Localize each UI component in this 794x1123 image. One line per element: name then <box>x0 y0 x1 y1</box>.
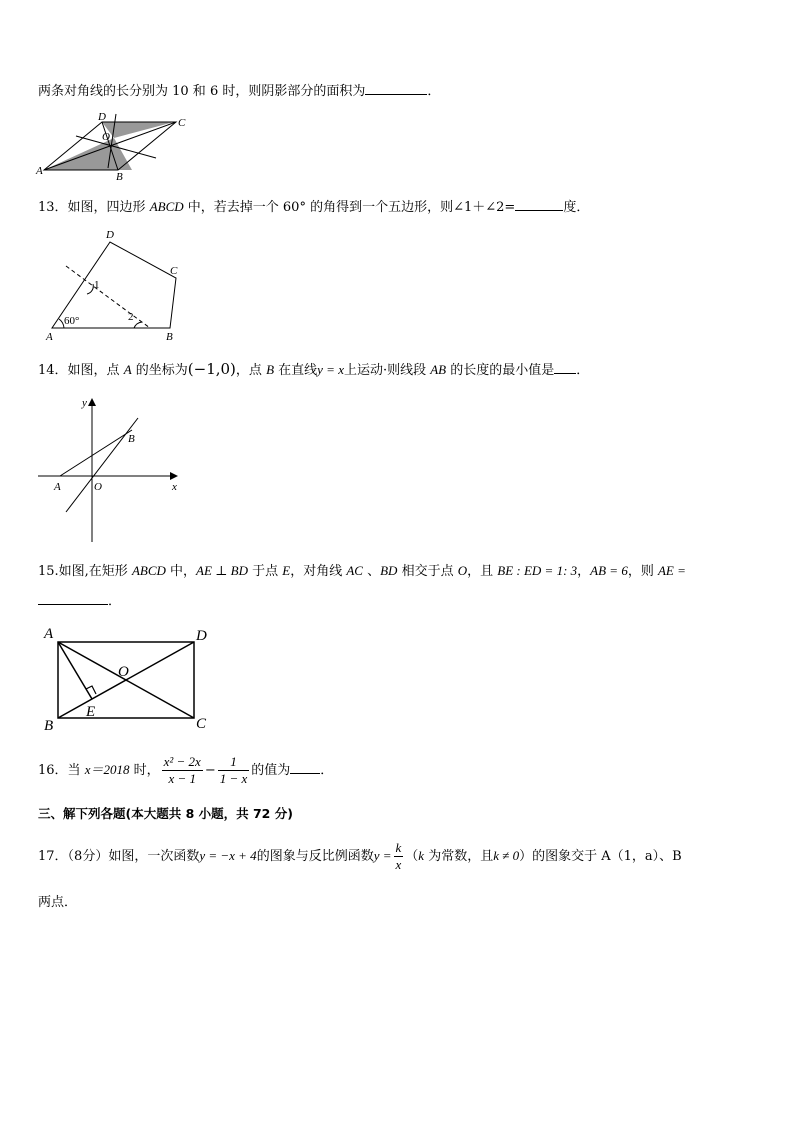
q12-label-b: B <box>116 171 123 183</box>
q16-text: 16．当 x＝2018 时， $\frac{\text{x² − 2x}}{x - 1}$ − $\frac{1}{1 - x}$ 的值为 ． <box>38 754 334 786</box>
q13-quadrilateral-figure <box>44 228 194 348</box>
q12-text: 两条对角线的长分别为 10 和 6 时，则阴影部分的面积为 ． <box>38 84 441 99</box>
q15-segment-ae <box>58 642 92 699</box>
q15-rectangle-figure <box>40 624 220 734</box>
q13-angle-1-arc <box>87 284 93 294</box>
q15-text-line2: ． <box>38 592 121 611</box>
q17-text: 17．（8分）如图，一次函数y = −x + 4的图象与反比例函数y = $\frac{k}{x}$ （k 为常数，且k ≠ 0）的图象交于 A（1，a）、B <box>38 840 682 872</box>
q14-label-o: O <box>94 481 102 493</box>
q12-label-o: O <box>102 131 110 143</box>
q14-label-b: B <box>128 433 135 445</box>
q15-label-d: D <box>196 628 207 644</box>
q13-label-2: 2 <box>128 311 134 323</box>
q13-label-60: 60° <box>64 315 80 327</box>
q13-angle-2-arc <box>134 322 142 328</box>
section3-heading: 三、解下列各题(本大题共 8 小题，共 72 分) <box>38 806 293 821</box>
q15-label-a: A <box>44 626 54 642</box>
q13-label-b: B <box>166 331 173 343</box>
q14-label-y: y <box>82 397 87 409</box>
q15-label-c: C <box>196 716 207 732</box>
q14-y-axis-arrow <box>88 398 96 406</box>
q14-coordinate-figure <box>36 394 186 544</box>
q12-question: 两条对角线的长分别为 10 和 6 时，则阴影部分的面积为 <box>38 84 366 99</box>
q14-label-x: x <box>172 481 177 493</box>
q12-answer-blank[interactable] <box>365 82 427 95</box>
q15-label-b: B <box>44 718 54 734</box>
q15-label-o: O <box>118 664 129 680</box>
q15-text: 15.如图,在矩形 ABCD 中，AE ⊥ BD 于点 E，对角线 AC 、BD 相交于点 O，且 BE : ED = 1: 3，AB = 6，则 AE = <box>38 563 686 579</box>
q17-fraction-k-over-x: $\frac{k}{x}$ <box>395 840 402 872</box>
q14-text: 14．如图，点 A 的坐标为(−1,0)，点 B 在直线y = x上运动·则线段 AB 的长度的最小值是 ． <box>38 360 590 378</box>
q16-answer-blank[interactable] <box>290 761 320 774</box>
q14-segment-ab <box>60 430 132 476</box>
q14-x-axis-arrow <box>170 472 178 480</box>
q17-text-line2: 两点． <box>38 895 78 910</box>
q16-fraction-2: $\frac{1}{1 - x}$ <box>219 754 248 786</box>
q13-answer-blank[interactable] <box>515 198 563 211</box>
q13-label-c: C <box>170 265 178 277</box>
q14-label-a: A <box>54 481 61 493</box>
q12-label-a: A <box>36 165 43 177</box>
q14-answer-blank[interactable] <box>554 361 576 374</box>
q16-fraction-1: $\frac{\text{x² − 2x}}{x - 1}$ <box>163 754 201 786</box>
q12-parallelogram-figure <box>36 112 196 182</box>
q15-answer-blank[interactable] <box>38 592 108 605</box>
q12-label-d: D <box>98 111 106 123</box>
q13-text: 13．如图，四边形 ABCD 中，若去掉一个 60° 的角得到一个五边形，则∠1＋∠2= 度． <box>38 199 590 215</box>
q12-label-c: C <box>178 117 186 129</box>
q13-label-a: A <box>46 331 53 343</box>
q13-label-d: D <box>106 229 114 241</box>
q13-label-1: 1 <box>94 279 100 291</box>
q15-label-e: E <box>86 704 96 720</box>
